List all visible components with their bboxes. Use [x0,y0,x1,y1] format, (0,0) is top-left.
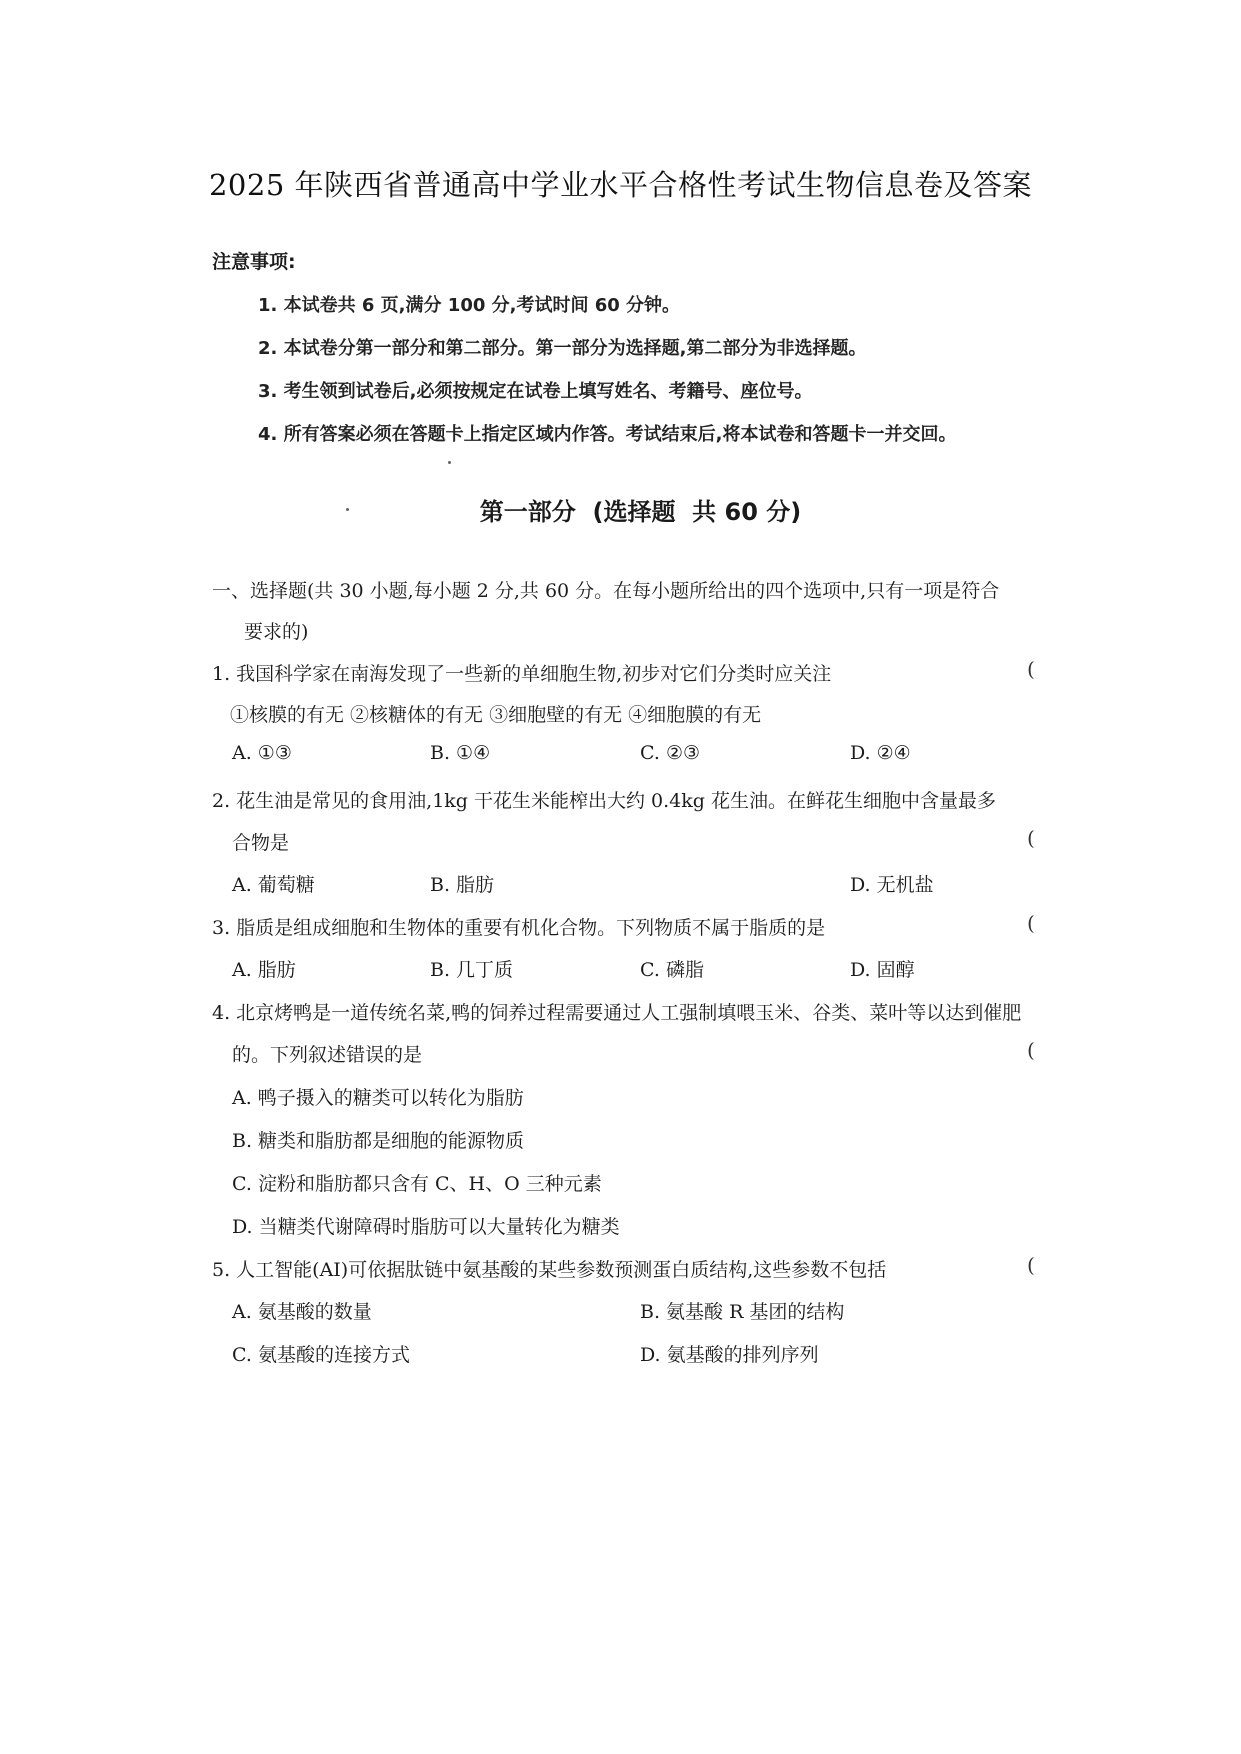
notice-item-4: 4. 所有答案必须在答题卡上指定区域内作答。考试结束后,将本试卷和答题卡一并交回。 [258,424,957,445]
section-instruction-line-2: 要求的) [244,621,309,643]
notice-item-2: 2. 本试卷分第一部分和第二部分。第一部分为选择题,第二部分为非选择题。 [258,338,867,359]
question-5-stem: 5. 人工智能(AI)可依据肽链中氨基酸的某些参数预测蛋白质结构,这些参数不包括 [212,1259,887,1281]
question-3-option-d: D. 固醇 [850,959,915,981]
question-3-option-b: B. 几丁质 [430,959,514,981]
answer-paren-q4: ( [1027,1038,1035,1062]
part-one-title: 第一部分 (选择题 共 60 分) [479,498,802,526]
answer-paren-q5: ( [1027,1253,1035,1277]
question-3-option-c: C. 磷脂 [640,959,704,981]
question-2-option-b: B. 脂肪 [430,874,495,896]
question-5-option-a: A. 氨基酸的数量 [232,1301,372,1323]
notice-heading: 注意事项: [212,251,296,273]
question-2-stem: 2. 花生油是常见的食用油,1kg 干花生米能榨出大约 0.4kg 花生油。在鲜花生细胞中含量最多 [212,790,996,812]
question-4-option-b: B. 糖类和脂肪都是细胞的能源物质 [232,1130,525,1152]
question-5-option-d: D. 氨基酸的排列序列 [640,1344,819,1366]
question-3-stem: 3. 脂质是组成细胞和生物体的重要有机化合物。下列物质不属于脂质的是 [212,917,826,939]
question-5-option-b: B. 氨基酸 R 基团的结构 [640,1301,845,1323]
answer-paren-q3: ( [1027,911,1035,935]
question-2-option-d: D. 无机盐 [850,874,934,896]
answer-paren-q1: ( [1027,657,1035,681]
question-1-option-d: D. ②④ [850,742,911,764]
question-5-option-c: C. 氨基酸的连接方式 [232,1344,410,1366]
question-3-option-a: A. 脂肪 [232,959,296,981]
answer-paren-q2: ( [1027,826,1035,850]
question-1-option-c: C. ②③ [640,742,701,764]
question-4-stem-continued: 的。下列叙述错误的是 [232,1044,423,1066]
page-title: 2025 年陕西省普通高中学业水平合格性考试生物信息卷及答案 [208,168,1033,202]
question-4-option-d: D. 当糖类代谢障碍时脂肪可以大量转化为糖类 [232,1216,620,1238]
question-1-option-a: A. ①③ [232,742,292,764]
question-2-option-a: A. 葡萄糖 [232,874,315,896]
question-4-stem: 4. 北京烤鸭是一道传统名菜,鸭的饲养过程需要通过人工强制填喂玉米、谷类、菜叶等以达到催肥 [212,1002,1022,1024]
question-2-stem-continued: 合物是 [232,832,290,854]
question-1-stem: 1. 我国科学家在南海发现了一些新的单细胞生物,初步对它们分类时应关注 [212,663,832,685]
notice-item-3: 3. 考生领到试卷后,必须按规定在试卷上填写姓名、考籍号、座位号。 [258,381,813,402]
question-4-option-a: A. 鸭子摄入的糖类可以转化为脂肪 [232,1087,524,1109]
question-1-option-b: B. ①④ [430,742,491,764]
section-instruction-line-1: 一、选择题(共 30 小题,每小题 2 分,共 60 分。在每小题所给出的四个选项中,只有一项是符合 [212,580,1000,602]
question-1-items: ①核膜的有无 ②核糖体的有无 ③细胞壁的有无 ④细胞膜的有无 [230,704,762,726]
notice-item-1: 1. 本试卷共 6 页,满分 100 分,考试时间 60 分钟。 [258,295,681,316]
question-4-option-c: C. 淀粉和脂肪都只含有 C、H、O 三种元素 [232,1173,602,1195]
